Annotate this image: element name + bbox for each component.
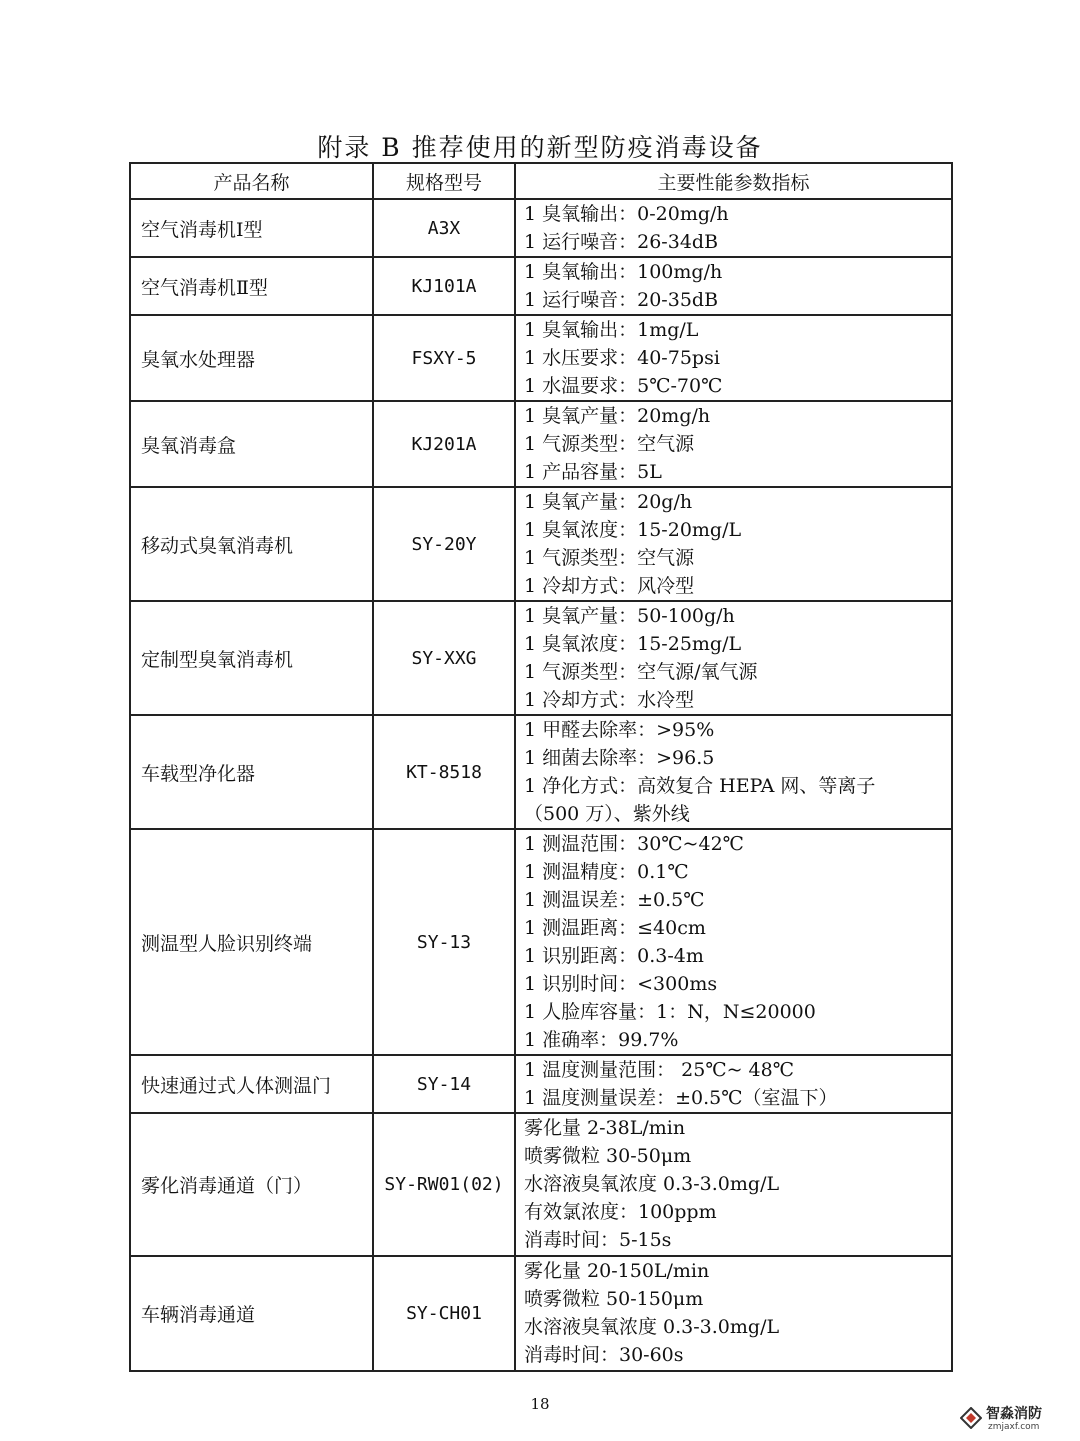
product-name-cell: 定制型臭氧消毒机 [130,601,373,715]
diamond-logo-icon [960,1407,982,1429]
param-line: 1 运行噪音：26-34dB [524,231,719,253]
table-header-row [130,163,952,199]
product-name-cell: 臭氧消毒盒 [130,401,373,487]
table-row [130,401,952,487]
model-cell: SY-14 [373,1055,515,1113]
model-cell: A3X [373,199,515,257]
param-line: 1 臭氧输出：0-20mg/h [524,203,729,225]
page-number: 18 [530,1395,550,1413]
param-line: 1 净化方式：高效复合 HEPA 网、等离子 [524,775,876,797]
params-cell [515,315,952,401]
param-line: 1 测温误差：±0.5℃ [524,889,705,911]
param-line: 1 识别距离：0.3-4m [524,945,704,967]
param-line: 1 准确率：99.7% [524,1029,679,1051]
param-line: 水溶液臭氧浓度 0.3-3.0mg/L [524,1173,780,1195]
param-line: 1 甲醛去除率：>95% [524,719,715,741]
param-line: 1 测温范围：30℃~42℃ [524,833,744,855]
params-cell [515,1256,952,1371]
watermark [958,1403,1078,1437]
header-model: 规格型号 [373,163,515,199]
param-line: 1 臭氧浓度：15-20mg/L [524,519,742,541]
model-cell: SY-XXG [373,601,515,715]
table-row [130,1055,952,1113]
params-cell [515,601,952,715]
param-line: 1 运行噪音：20-35dB [524,289,719,311]
params-cell [515,401,952,487]
product-name-cell: 臭氧水处理器 [130,315,373,401]
param-line: 1 产品容量：5L [524,461,662,483]
param-line: 1 气源类型：空气源 [524,547,695,569]
equipment-table [129,162,953,1372]
params-cell [515,199,952,257]
param-line: 1 水压要求：40-75psi [524,347,720,369]
param-line: 1 臭氧输出：1mg/L [524,319,699,341]
param-line: 1 臭氧产量：20mg/h [524,405,711,427]
params-cell [515,1055,952,1113]
param-line: 1 冷却方式：水冷型 [524,689,695,711]
product-name-cell: 空气消毒机Ⅰ型 [130,199,373,257]
param-line: 喷雾微粒 50-150μm [524,1288,704,1310]
param-line: 1 臭氧输出：100mg/h [524,261,723,283]
param-line: 1 温度测量范围： 25℃~ 48℃ [524,1059,794,1081]
params-cell [515,487,952,601]
param-line: 消毒时间：30-60s [524,1344,684,1366]
table-row [130,715,952,829]
param-line: 1 温度测量误差：±0.5℃（室温下） [524,1087,838,1109]
watermark-url: zmjaxf.com [988,1422,1040,1432]
table-row [130,1113,952,1256]
param-line: 水溶液臭氧浓度 0.3-3.0mg/L [524,1316,780,1338]
param-line: 1 臭氧浓度：15-25mg/L [524,633,742,655]
model-cell: SY-RW01(02) [373,1113,515,1256]
model-cell: KJ201A [373,401,515,487]
model-cell: FSXY-5 [373,315,515,401]
table-row [130,601,952,715]
param-line: 1 水温要求：5℃-70℃ [524,375,723,397]
table-row [130,1256,952,1371]
table-row [130,315,952,401]
product-name-cell: 车载型净化器 [130,715,373,829]
product-name-cell: 车辆消毒通道 [130,1256,373,1371]
param-line: 1 人脸库容量：1：N，N≤20000 [524,1001,816,1023]
table-row [130,199,952,257]
param-line: 1 识别时间：<300ms [524,973,718,995]
param-line: 1 测温距离：≤40cm [524,917,706,939]
page-title: 附录 B 推荐使用的新型防疫消毒设备 [317,133,763,162]
table-row [130,257,952,315]
model-cell: SY-20Y [373,487,515,601]
model-cell: SY-CH01 [373,1256,515,1371]
header-params: 主要性能参数指标 [515,163,952,199]
table-row [130,487,952,601]
model-cell: SY-13 [373,829,515,1055]
param-line: 1 气源类型：空气源/氧气源 [524,661,758,683]
watermark-name: 智淼消防 [986,1406,1042,1422]
param-line: 1 臭氧产量：50-100g/h [524,605,735,627]
param-line: 1 臭氧产量：20g/h [524,491,693,513]
params-cell [515,1113,952,1256]
model-cell: KJ101A [373,257,515,315]
table-row [130,829,952,1055]
param-line: 雾化量 20-150L/min [524,1260,710,1282]
param-line: （500 万）、紫外线 [524,803,690,825]
param-line: 1 细菌去除率：>96.5 [524,747,715,769]
params-cell [515,715,952,829]
param-line: 1 冷却方式：风冷型 [524,575,695,597]
param-line: 1 测温精度：0.1℃ [524,861,689,883]
param-line: 消毒时间：5-15s [524,1229,672,1251]
model-cell: KT-8518 [373,715,515,829]
table-body [130,199,952,1371]
param-line: 喷雾微粒 30-50μm [524,1145,692,1167]
param-line: 雾化量 2-38L/min [524,1117,686,1139]
product-name-cell: 空气消毒机Ⅱ型 [130,257,373,315]
product-name-cell: 雾化消毒通道（门） [130,1113,373,1256]
params-cell [515,829,952,1055]
param-line: 有效氯浓度：100ppm [524,1201,717,1223]
header-product-name: 产品名称 [130,163,373,199]
params-cell [515,257,952,315]
param-line: 1 气源类型：空气源 [524,433,695,455]
product-name-cell: 测温型人脸识别终端 [130,829,373,1055]
product-name-cell: 移动式臭氧消毒机 [130,487,373,601]
product-name-cell: 快速通过式人体测温门 [130,1055,373,1113]
